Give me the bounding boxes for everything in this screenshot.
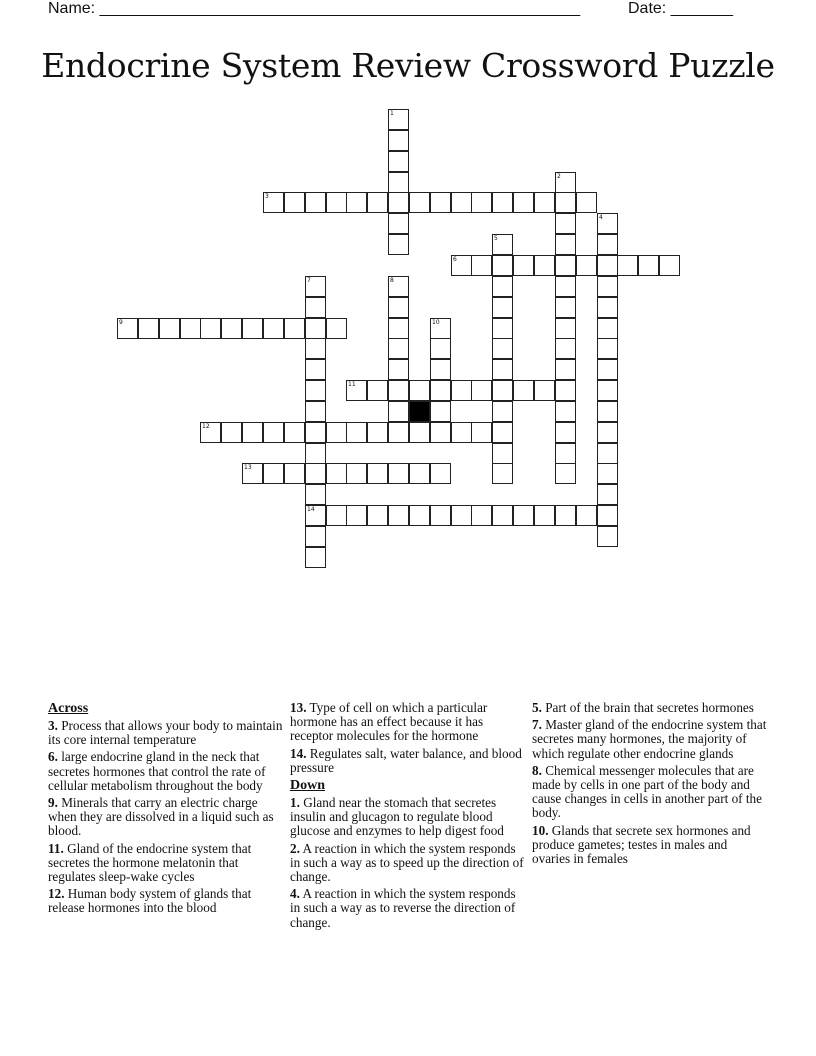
crossword-cell[interactable] [305, 401, 326, 422]
crossword-cell[interactable] [326, 422, 347, 443]
crossword-cell[interactable] [492, 422, 513, 443]
crossword-cell[interactable] [555, 234, 576, 255]
crossword-cell[interactable] [242, 422, 263, 443]
crossword-cell[interactable] [597, 463, 618, 484]
crossword-cell[interactable] [492, 401, 513, 422]
crossword-cell[interactable] [492, 443, 513, 464]
crossword-cell[interactable] [555, 255, 576, 276]
clue-text: Process that allows your body to maintain its core internal temperature [48, 718, 283, 748]
crossword-cell[interactable] [346, 422, 367, 443]
clue-number-label: 12 [202, 423, 210, 430]
clue-number: 10. [532, 822, 549, 838]
clues-section [48, 701, 768, 1001]
crossword-cell[interactable] [597, 380, 618, 401]
crossword-cell[interactable] [346, 380, 367, 401]
down-clue [290, 842, 526, 885]
clue-number-label: 8 [390, 277, 394, 284]
crossword-cell[interactable] [388, 151, 409, 172]
crossword-cell[interactable] [346, 463, 367, 484]
crossword-cell[interactable] [326, 318, 347, 339]
crossword-cell[interactable] [597, 422, 618, 443]
crossword-cell[interactable] [388, 422, 409, 443]
crossword-cell[interactable] [326, 505, 347, 526]
across-clue [48, 750, 284, 793]
clue-number: 9. [48, 795, 58, 811]
clue-number: 6. [48, 749, 58, 765]
crossword-cell[interactable] [305, 463, 326, 484]
crossword-cell[interactable] [221, 422, 242, 443]
name-field-label: Name: ______________________________________________________ [48, 0, 581, 17]
clue-number-label: 13 [244, 464, 252, 471]
clue-text: Minerals that carry an electric charge when they are dissolved in a liquid such as blood. [48, 795, 274, 839]
down-heading: Down [290, 778, 326, 794]
crossword-cell[interactable] [430, 359, 451, 380]
crossword-cell[interactable] [555, 401, 576, 422]
across-clue [48, 796, 284, 839]
clue-number: 11. [48, 840, 64, 856]
crossword-cell[interactable] [492, 297, 513, 318]
across-clue [48, 887, 284, 915]
crossword-cell[interactable] [305, 276, 326, 297]
clue-number: 1. [290, 795, 300, 811]
crossword-cell[interactable] [409, 505, 430, 526]
crossword-cell[interactable] [555, 297, 576, 318]
crossword-cell[interactable] [388, 130, 409, 151]
crossword-cell[interactable] [471, 255, 492, 276]
crossword-cell[interactable] [597, 505, 618, 526]
crossword-cell[interactable] [555, 505, 576, 526]
crossword-cell[interactable] [576, 505, 597, 526]
crossword-cell[interactable] [305, 359, 326, 380]
crossword-cell[interactable] [180, 318, 201, 339]
crossword-cell[interactable] [367, 505, 388, 526]
date-field-label: Date: _______ [628, 0, 733, 17]
crossword-cell[interactable] [471, 380, 492, 401]
crossword-cell[interactable] [617, 255, 638, 276]
crossword-cell[interactable] [138, 318, 159, 339]
crossword-cell[interactable] [555, 192, 576, 213]
crossword-cell[interactable] [492, 318, 513, 339]
clue-number-label: 1 [390, 110, 394, 117]
crossword-cell[interactable] [597, 484, 618, 505]
across-heading: Across [48, 701, 89, 716]
crossword-cell[interactable] [409, 380, 430, 401]
across-clue [290, 747, 526, 775]
crossword-cell[interactable] [430, 401, 451, 422]
clue-number: 7. [532, 717, 542, 733]
crossword-cell[interactable] [409, 463, 430, 484]
crossword-cell[interactable] [367, 192, 388, 213]
clue-text: Human body system of glands that release hormones into the blood [48, 886, 252, 916]
crossword-cell[interactable] [597, 234, 618, 255]
crossword-cell[interactable] [534, 192, 555, 213]
crossword-cell[interactable] [471, 422, 492, 443]
clue-text: Master gland of the endocrine system that secretes many hormones, the majority of which regulate other endocrine glands [532, 717, 767, 761]
crossword-cell[interactable] [513, 255, 534, 276]
crossword-cell[interactable] [451, 192, 472, 213]
crossword-cell[interactable] [430, 338, 451, 359]
down-clue [290, 887, 526, 930]
crossword-cell[interactable] [305, 505, 326, 526]
crossword-cell[interactable] [367, 422, 388, 443]
crossword-cell[interactable] [555, 443, 576, 464]
crossword-cell[interactable] [305, 484, 326, 505]
clue-number: 3. [48, 718, 58, 733]
crossword-cell[interactable] [409, 422, 430, 443]
crossword-cell[interactable] [451, 422, 472, 443]
crossword-cell[interactable] [492, 255, 513, 276]
crossword-cell[interactable] [305, 297, 326, 318]
crossword-cell[interactable] [388, 276, 409, 297]
crossword-cell[interactable] [305, 443, 326, 464]
crossword-cell[interactable] [597, 276, 618, 297]
crossword-cell[interactable] [659, 255, 680, 276]
crossword-cell[interactable] [430, 505, 451, 526]
crossword-cell[interactable] [597, 359, 618, 380]
clue-number-label: 9 [119, 319, 123, 326]
crossword-cell[interactable] [638, 255, 659, 276]
crossword-cell[interactable] [534, 380, 555, 401]
crossword-cell[interactable] [200, 318, 221, 339]
crossword-cell[interactable] [346, 192, 367, 213]
crossword-cell[interactable] [471, 192, 492, 213]
crossword-cell[interactable] [305, 318, 326, 339]
crossword-cell[interactable] [555, 463, 576, 484]
crossword-cell[interactable] [388, 505, 409, 526]
crossword-cell[interactable] [451, 380, 472, 401]
crossword-cell[interactable] [534, 255, 555, 276]
across-clue [290, 701, 526, 744]
crossword-cell[interactable] [388, 463, 409, 484]
crossword-cell[interactable] [388, 401, 409, 422]
clue-number-label: 14 [307, 506, 315, 513]
down-clue [532, 764, 768, 821]
crossword-cell[interactable] [576, 192, 597, 213]
clue-text: Chemical messenger molecules that are made by cells in one part of the body and cause changes in cells in another part of the body. [532, 762, 762, 821]
crossword-cell[interactable] [305, 338, 326, 359]
crossword-cell[interactable] [492, 380, 513, 401]
crossword-cell[interactable] [597, 213, 618, 234]
crossword-cell[interactable] [346, 505, 367, 526]
crossword-cell[interactable] [492, 276, 513, 297]
crossword-cell[interactable] [430, 318, 451, 339]
crossword-cell[interactable] [159, 318, 180, 339]
crossword-cell[interactable] [555, 172, 576, 193]
crossword-cell[interactable] [242, 463, 263, 484]
clue-number-label: 10 [432, 319, 440, 326]
crossword-cell[interactable] [492, 234, 513, 255]
clue-number-label: 5 [494, 235, 498, 242]
crossword-cell[interactable] [471, 505, 492, 526]
crossword-cell[interactable] [388, 109, 409, 130]
crossword-cell[interactable] [451, 505, 472, 526]
clue-number: 12. [48, 886, 65, 902]
crossword-cell[interactable] [597, 318, 618, 339]
crossword-cell[interactable] [242, 318, 263, 339]
down-clue [532, 824, 768, 867]
crossword-cell[interactable] [388, 318, 409, 339]
crossword-cell[interactable] [430, 463, 451, 484]
crossword-cell[interactable] [492, 505, 513, 526]
crossword-cell[interactable] [367, 463, 388, 484]
crossword-cell[interactable] [117, 318, 138, 339]
crossword-cell[interactable] [305, 422, 326, 443]
crossword-cell[interactable] [284, 318, 305, 339]
crossword-cell[interactable] [555, 380, 576, 401]
crossword-cell[interactable] [263, 318, 284, 339]
crossword-cell[interactable] [388, 359, 409, 380]
clue-text: A reaction in which the system responds in such a way as to reverse the direction of change. [290, 886, 516, 930]
clue-number: 8. [532, 762, 542, 778]
clue-number: 5. [532, 700, 542, 715]
crossword-cell[interactable] [555, 422, 576, 443]
down-clue [532, 718, 768, 761]
crossword-cell[interactable] [305, 526, 326, 547]
crossword-cell[interactable] [388, 234, 409, 255]
crossword-cell[interactable] [534, 505, 555, 526]
across-clue [48, 842, 284, 885]
clue-number-label: 11 [348, 381, 356, 388]
clue-number-label: 3 [265, 193, 269, 200]
clue-text: Glands that secrete sex hormones and produce gametes; testes in males and ovaries in females [532, 822, 751, 867]
page-title: Endocrine System Review Crossword Puzzle [41, 46, 775, 85]
clue-column-1 [48, 701, 284, 919]
crossword-cell[interactable] [263, 422, 284, 443]
down-clue [532, 701, 768, 715]
crossword-cell[interactable] [284, 192, 305, 213]
crossword-cell[interactable] [597, 526, 618, 547]
crossword-cell[interactable] [326, 463, 347, 484]
clue-number-label: 6 [453, 256, 457, 263]
clue-number: 4. [290, 886, 300, 902]
clue-text: A reaction in which the system responds in such a way as to speed up the direction of change. [290, 840, 524, 885]
clue-number: 2. [290, 840, 300, 856]
crossword-cell[interactable] [555, 318, 576, 339]
crossword-cell[interactable] [597, 297, 618, 318]
crossword-cell[interactable] [597, 443, 618, 464]
crossword-cell[interactable] [305, 547, 326, 568]
crossword-cell[interactable] [388, 338, 409, 359]
clue-number-label: 2 [557, 173, 561, 180]
crossword-cell[interactable] [555, 359, 576, 380]
crossword-cell[interactable] [513, 192, 534, 213]
crossword-cell[interactable] [388, 297, 409, 318]
crossword-cell[interactable] [576, 255, 597, 276]
crossword-cell[interactable] [430, 380, 451, 401]
crossword-cell[interactable] [221, 318, 242, 339]
crossword-cell[interactable] [430, 192, 451, 213]
crossword-cell[interactable] [409, 192, 430, 213]
crossword-cell[interactable] [492, 192, 513, 213]
clue-number: 13. [290, 700, 307, 715]
clue-number-label: 7 [307, 277, 311, 284]
crossword-cell[interactable] [555, 338, 576, 359]
crossword-cell[interactable] [492, 359, 513, 380]
crossword-cell[interactable] [430, 422, 451, 443]
crossword-cell[interactable] [388, 192, 409, 213]
crossword-cell[interactable] [367, 380, 388, 401]
clue-text: large endocrine gland in the neck that secretes hormones that control the rate of cellular metabolism throughout the body [48, 749, 266, 793]
crossword-cell[interactable] [492, 463, 513, 484]
crossword-cell[interactable] [597, 338, 618, 359]
crossword-cell[interactable] [555, 276, 576, 297]
clue-text: Type of cell on which a particular hormone has an effect because it has receptor molecules for the hormone [290, 700, 488, 744]
clue-text: Gland near the stomach that secretes insulin and glucagon to regulate blood glucose and enzymes to help digest food [290, 795, 504, 839]
crossword-black-cell [409, 401, 430, 422]
crossword-cell[interactable] [513, 380, 534, 401]
clue-text: Gland of the endocrine system that secretes the hormone melatonin that regulates sleep-wake cycles [48, 840, 252, 885]
clue-text: Regulates salt, water balance, and blood pressure [290, 745, 522, 775]
crossword-cell[interactable] [284, 463, 305, 484]
crossword-cell[interactable] [492, 338, 513, 359]
clue-number: 14. [290, 745, 307, 761]
crossword-cell[interactable] [597, 255, 618, 276]
crossword-cell[interactable] [305, 380, 326, 401]
clue-text: Part of the brain that secretes hormones [545, 700, 754, 715]
crossword-cell[interactable] [513, 505, 534, 526]
crossword-cell[interactable] [388, 213, 409, 234]
down-clue [290, 796, 526, 839]
crossword-cell[interactable] [305, 192, 326, 213]
across-clue [48, 719, 284, 747]
crossword-cell[interactable] [388, 380, 409, 401]
crossword-cell[interactable] [284, 422, 305, 443]
clue-column-3 [532, 701, 768, 869]
crossword-cell[interactable] [326, 192, 347, 213]
crossword-cell[interactable] [263, 463, 284, 484]
crossword-cell[interactable] [200, 422, 221, 443]
crossword-cell[interactable] [555, 213, 576, 234]
crossword-cell[interactable] [597, 401, 618, 422]
crossword-cell[interactable] [388, 172, 409, 193]
crossword-cell[interactable] [263, 192, 284, 213]
clue-column-2 [290, 701, 526, 933]
crossword-cell[interactable] [451, 255, 472, 276]
clue-number-label: 4 [599, 214, 603, 221]
